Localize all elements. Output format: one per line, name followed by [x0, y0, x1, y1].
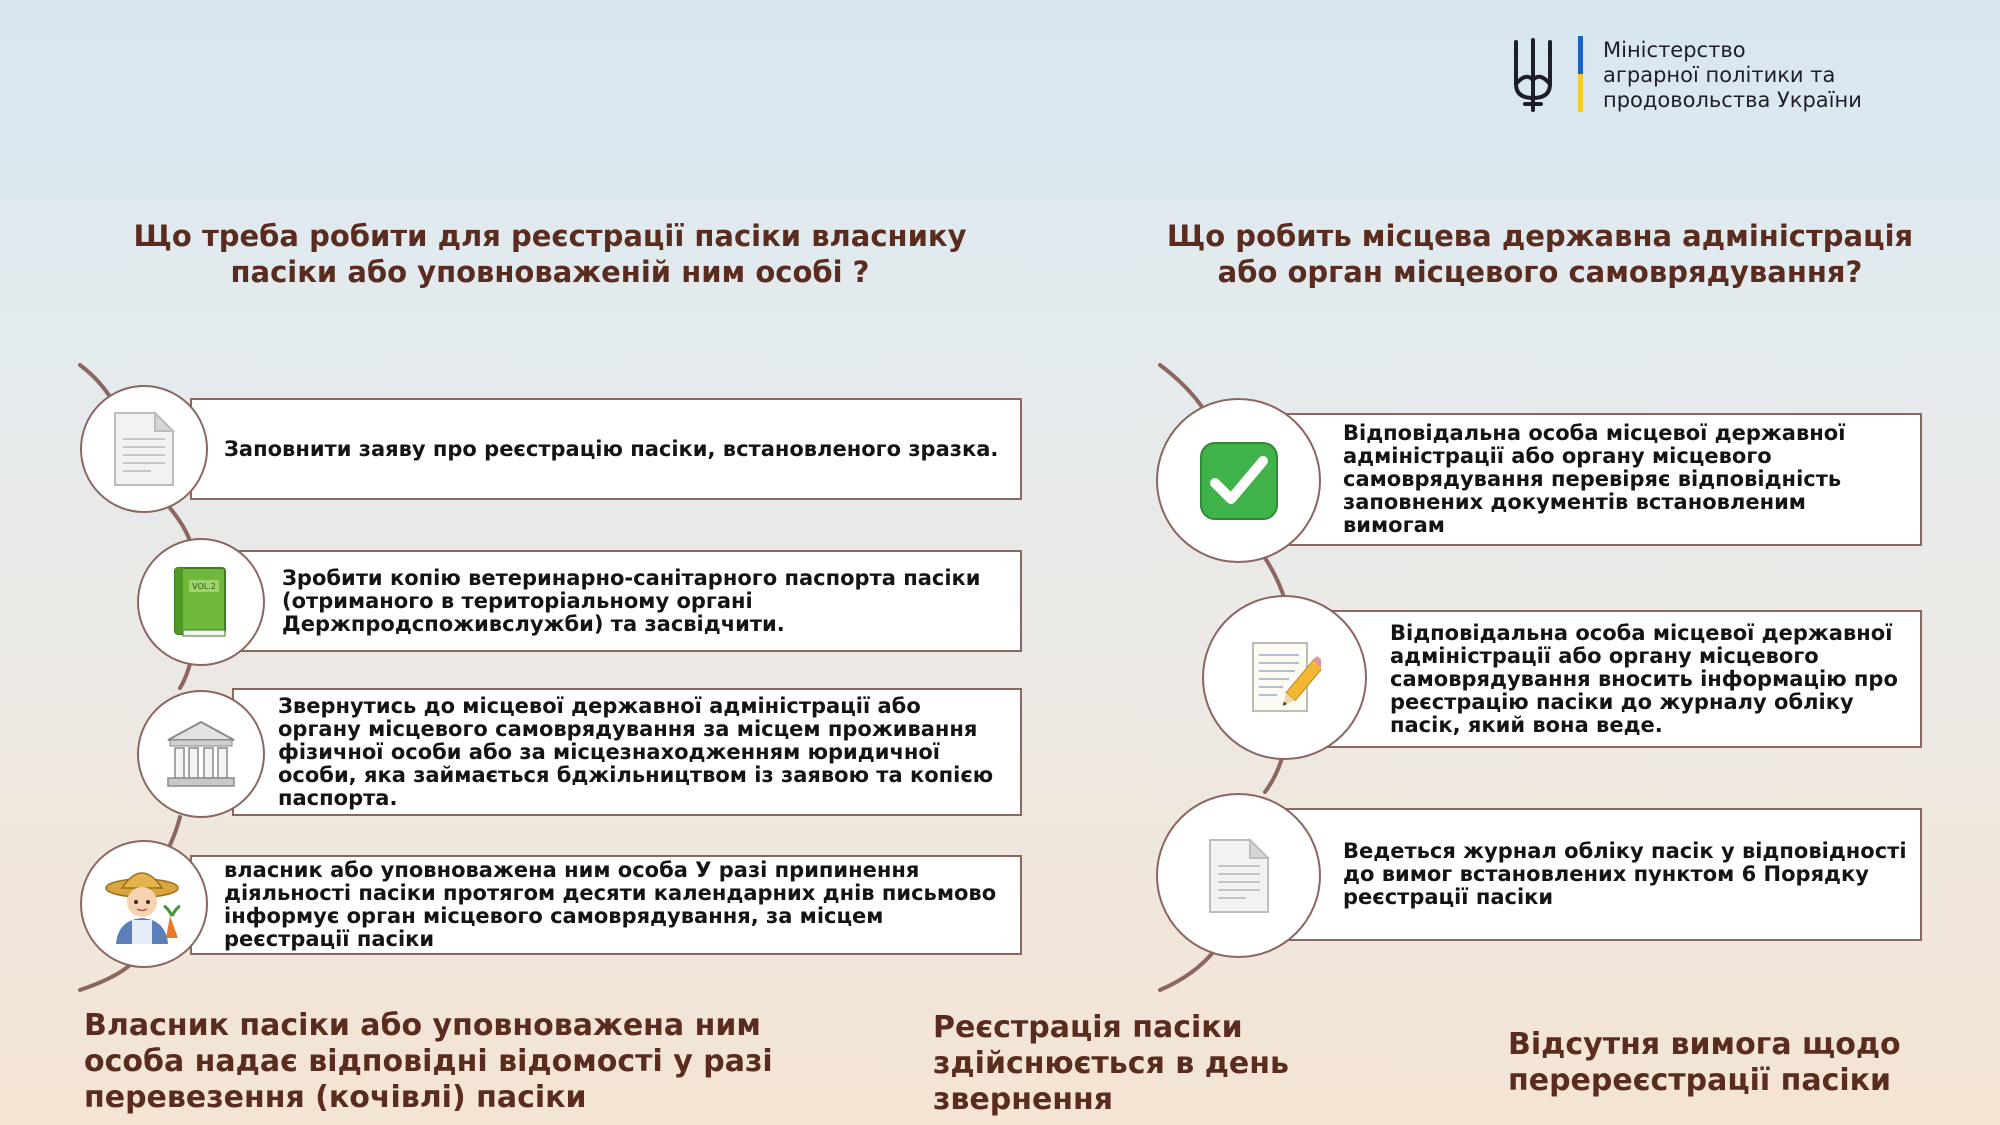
- right-step-1-text: Відповідальна особа місцевої державної адміністрації або органу місцевого самоврядування перевіряє відповідність заповнених документів встановленим вимогам: [1343, 421, 1846, 537]
- left-step-2-text: Зробити копію ветеринарно-санітарного паспорта пасіки (отриманого в територіальному органі Держпродспоживслужби) та засвідчити.: [282, 565, 981, 636]
- heading-line: Що робить місцева державна адміністрація: [1166, 219, 1914, 253]
- right-step-3-text: Ведеться журнал обліку пасік у відповідності до вимог встановлених пунктом 6 Порядку реєстрації пасіки: [1343, 839, 1907, 909]
- left-step-4-circle: [80, 840, 208, 968]
- heading-line: Що треба робити для реєстрації пасіки власнику: [133, 219, 967, 253]
- left-section-heading: [100, 218, 1000, 290]
- heading-line: пасіки або уповноваженій ним особі ?: [230, 255, 870, 289]
- note-line: Власник пасіки або уповноважена ним: [84, 1008, 761, 1043]
- note-line: Відсутня вимога щодо: [1508, 1027, 1901, 1062]
- note-line: звернення: [933, 1082, 1114, 1117]
- note-no-reregistration: [1508, 1027, 1948, 1099]
- left-step-1-text: Заповнити заяву про реєстрацію пасіки, встановленого зразка.: [224, 436, 999, 461]
- note-line: особа надає відповідні відомості у разі: [84, 1044, 773, 1079]
- memo-pencil-icon: [1249, 641, 1321, 715]
- right-step-2-text: Відповідальна особа місцевої державної адміністрації або органу місцевого самоврядування вносить інформацію про реєстрацію пасіки до журналу обліку пасік, який вона веде.: [1390, 620, 1898, 737]
- farmer-icon: [102, 864, 186, 944]
- trident-icon: [1508, 36, 1558, 114]
- note-line: Реєстрація пасіки: [933, 1010, 1243, 1045]
- check-mark-icon: [1199, 441, 1279, 521]
- left-step-3-circle: [137, 690, 265, 818]
- right-section-heading: [1160, 218, 1920, 290]
- note-line: перевезення (кочівлі) пасіки: [84, 1080, 587, 1115]
- left-step-2-circle: [137, 538, 265, 666]
- svg-text:VOL.2: VOL.2: [192, 582, 216, 591]
- document-icon: [111, 411, 177, 487]
- ministry-name-line: аграрної політики та: [1603, 63, 1836, 87]
- document-icon: [1206, 838, 1272, 914]
- left-step-4-text: власник або уповноважена ним особа У разі припинення діяльності пасіки протягом десяти календарних днів письмово інформує орган місцевого самоврядування, за місцем реєстрації пасіки: [224, 858, 997, 951]
- note-same-day: [933, 1010, 1353, 1118]
- government-building-icon: [164, 718, 238, 790]
- logo-yellow-bar: [1578, 74, 1583, 112]
- right-step-1-circle: [1156, 398, 1321, 563]
- note-line: здійснюється в день: [933, 1046, 1289, 1081]
- logo-blue-bar: [1578, 36, 1583, 74]
- note-transport: [84, 1008, 844, 1116]
- heading-line: або орган місцевого самоврядування?: [1217, 255, 1863, 289]
- right-step-2-circle: [1202, 595, 1367, 760]
- left-step-3-text: Звернутись до місцевої державної адміністрації або органу місцевого самоврядування за місцем проживання фізичної особи або за місцезнаходженням юридичної особи, яка займається бджільництвом із заявою та копією паспорта.: [278, 693, 994, 810]
- left-step-1-circle: [80, 385, 208, 513]
- ministry-name: [1603, 38, 1923, 113]
- ministry-name-line: продовольства України: [1603, 88, 1862, 112]
- note-line: перереєстрації пасіки: [1508, 1063, 1892, 1098]
- green-book-icon: [169, 564, 233, 640]
- ministry-name-line: Міністерство: [1603, 38, 1746, 62]
- right-step-3-circle: [1156, 793, 1321, 958]
